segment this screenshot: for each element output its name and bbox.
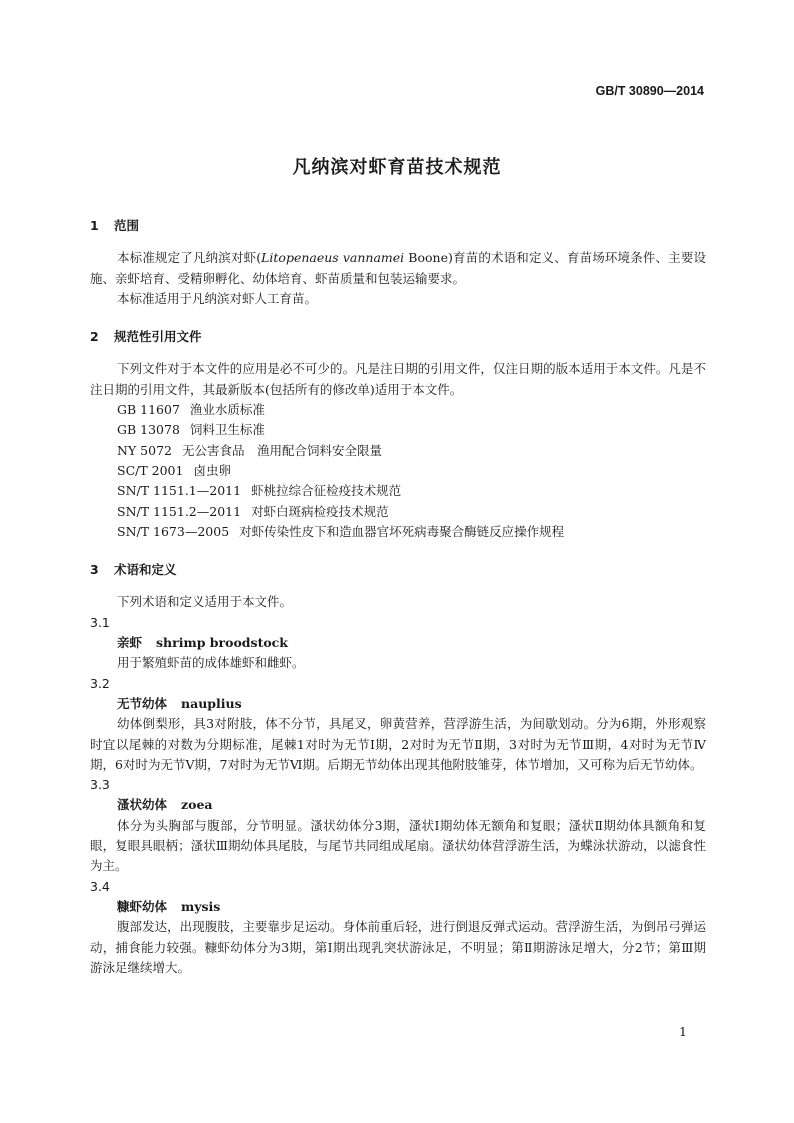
document-title: 凡纳滨对虾育苗技术规范 [292,157,502,178]
term-heading [90,694,706,714]
term-number: 3.3 [90,777,110,793]
term-heading [90,795,706,815]
reference-item [90,522,706,542]
scope-text-pre: 本标准规定了凡纳滨对虾( [117,250,262,266]
section-title: 术语和定义 [114,562,177,578]
term-chinese-name: 无节幼体 [117,695,168,711]
term-number: 3.2 [90,675,110,691]
term-chinese-name: 溞状幼体 [117,797,168,813]
section-number: 2 [90,329,99,345]
term-definition: 体分为头胸部与腹部，分节明显。溞状幼体分3期，溞状Ⅰ期幼体无额角和复眼；溞状Ⅱ期幼体具额角和复眼，复眼具眼柄；溞状Ⅲ期幼体具尾肢，与尾节共同组成尾扇。溞状幼体营浮游生活，为蝶泳状游动，以滤食性为主。 [90,817,706,874]
term-definition: 腹部发达，出现腹肢，主要靠步足运动。身体前重后轻，进行倒退反弹式运动。营浮游生活，为倒吊弓弹运动，捕食能力较强。糠虾幼体分为3期，第Ⅰ期出现乳突状游泳足，不明显；第Ⅱ期游泳足增大，分2节；第Ⅲ期游泳足继续增大。 [90,919,706,975]
reference-title: 虾桃拉综合征检疫技术规范 [251,483,402,499]
reference-title: 饲料卫生标准 [189,422,265,438]
reference-code: SN/T 1673—2005 [117,523,230,539]
reference-title: 渔业水质标准 [189,402,265,418]
reference-title: 无公害食品 渔用配合饲料安全限量 [181,442,382,458]
reference-item [90,461,706,481]
reference-list [90,400,706,542]
term-chinese-name: 糠虾幼体 [117,898,168,914]
term-english-name: zoea [181,797,213,813]
section-number: 3 [90,562,99,578]
term-english-name: nauplius [181,695,242,711]
term-definition: 用于繁殖虾苗的成体雄虾和雌虾。 [117,655,305,671]
term-chinese-name: 亲虾 [117,635,143,651]
page-number: 1 [679,1024,687,1039]
reference-title: 对虾传染性皮下和造血器官坏死病毒聚合酶链反应操作规程 [239,523,565,539]
scope-text-post: Boone)育苗的术语和定义、育苗场环境条件、主要设施、亲虾培育、受精卵孵化、幼体培育、虾苗质量和包装运输要求。 [90,250,706,286]
reference-title: 卤虫卵 [193,462,231,478]
section-number: 1 [90,218,99,233]
scope-applicability: 本标准适用于凡纳滨对虾人工育苗。 [117,290,318,306]
section-title: 范围 [114,218,140,233]
section-title: 规范性引用文件 [114,329,202,345]
term-number: 3.4 [90,878,110,894]
standard-code: GB/T 30890—2014 [595,84,704,98]
reference-item [90,441,706,461]
term-heading [90,897,706,917]
section-1-heading [90,216,706,236]
reference-item [90,400,706,420]
reference-item [90,481,706,501]
reference-item [90,420,706,440]
section-3-heading [90,560,706,580]
reference-code: SC/T 2001 [117,462,184,478]
scope-paragraph [90,248,706,289]
reference-code: SN/T 1151.2—2011 [117,503,242,519]
term-english-name: mysis [181,898,221,914]
references-intro: 下列文件对于本文件的应用是必不可少的。凡是注日期的引用文件，仅注日期的版本适用于本文件。凡是不注日期的引用文件，其最新版本(包括所有的修改单)适用于本文件。 [90,361,706,397]
reference-code: SN/T 1151.1—2011 [117,483,242,499]
term-number: 3.1 [90,614,110,630]
term-english-name: shrimp broodstock [156,635,288,651]
document-body [90,216,706,978]
term-heading [90,633,706,653]
reference-item [90,502,706,522]
reference-code: NY 5072 [117,442,172,458]
section-2-heading [90,327,706,347]
reference-title: 对虾白斑病检疫技术规范 [251,503,389,519]
term-definition: 幼体倒梨形，具3对附肢，体不分节，具尾叉，卵黄营养，营浮游生活，为间歇划动。分为6期，外形观察时宜以尾棘的对数为分期标准，尾棘1对时为无节Ⅰ期，2对时为无节Ⅱ期，3对时为无节Ⅲ期，4对时为无节Ⅳ期，6对时为无节Ⅴ期，7对时为无节Ⅵ期。后期无节幼体出现其他附肢雏芽，体节增加，又可称为后无节幼体。 [90,716,706,772]
terms-intro: 下列术语和定义适用于本文件。 [117,594,293,610]
reference-code: GB 13078 [117,422,180,438]
reference-code: GB 11607 [117,402,180,418]
term-list [90,613,706,978]
species-latin-name: Litopenaeus vannamei [261,250,405,266]
